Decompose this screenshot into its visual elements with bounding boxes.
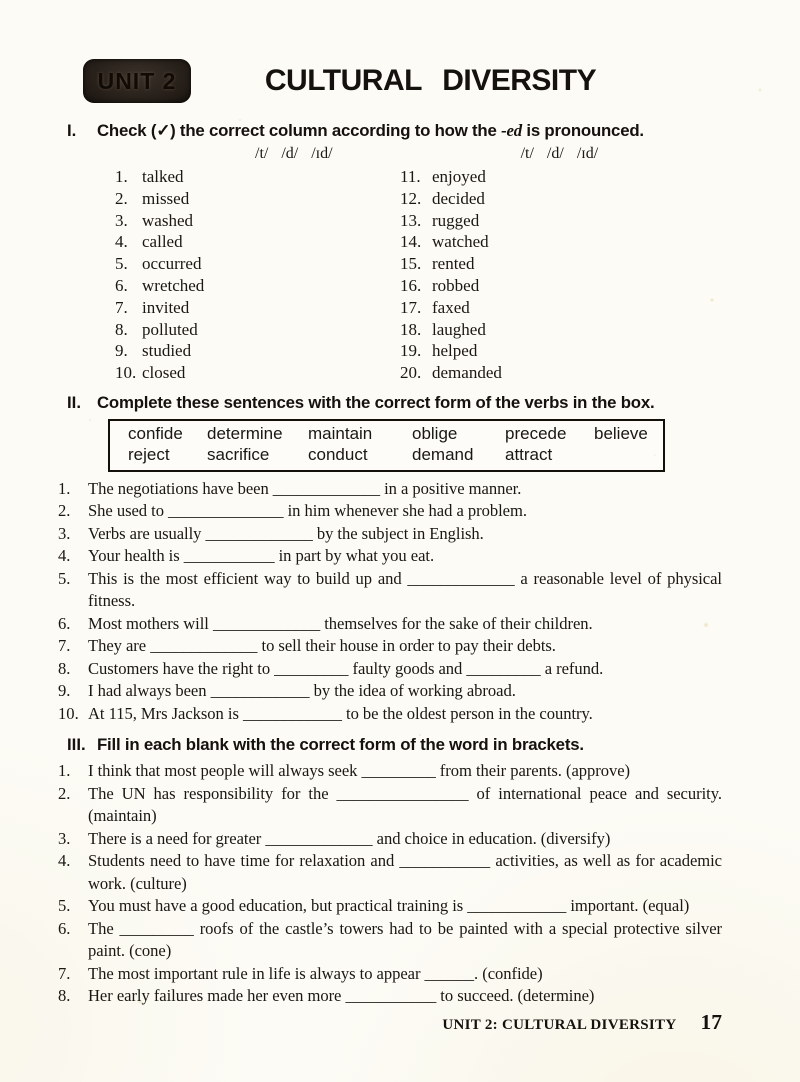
- verb-option: oblige: [412, 423, 458, 443]
- word-item: [115, 166, 400, 188]
- sentence-text: Your health is ___________ in part by what you eat.: [88, 546, 435, 566]
- section1-heading: [60, 121, 722, 140]
- word-text: missed: [142, 188, 190, 208]
- section3-numeral: III.: [67, 735, 86, 755]
- phonetic-symbol: /t/: [255, 145, 269, 162]
- sentence-item: [58, 635, 722, 658]
- word-text: studied: [142, 341, 192, 361]
- word-number: 13.: [400, 210, 422, 230]
- sentence-item: [58, 500, 722, 523]
- footer-unit-label: UNIT 2: CULTURAL DIVERSITY: [442, 1017, 677, 1033]
- word-item: [115, 275, 400, 297]
- verb-option: conduct: [308, 444, 368, 464]
- sentence-number: 3.: [58, 828, 71, 848]
- page-header: [60, 58, 722, 104]
- word-text: invited: [142, 297, 190, 317]
- verb-option: believe: [594, 423, 648, 443]
- page-number: 17: [700, 1010, 722, 1034]
- sentence-number: 1.: [58, 761, 71, 781]
- sentence-item: [58, 613, 722, 636]
- sentence-number: 1.: [58, 478, 71, 498]
- sentence-item: [58, 478, 722, 501]
- word-item: [115, 362, 400, 384]
- word-text: called: [142, 232, 183, 252]
- sentence-item: [58, 545, 722, 568]
- sentence-text: I think that most people will always seek _________ from their parents. (approve): [88, 761, 631, 781]
- verb-option: reject: [128, 444, 170, 464]
- word-number: 8.: [115, 319, 128, 339]
- sentence-number: 4.: [58, 851, 71, 871]
- word-number: 4.: [115, 232, 128, 252]
- word-text: rugged: [432, 210, 480, 230]
- word-text: watched: [432, 232, 489, 252]
- word-item: [400, 210, 502, 232]
- heading-text-suffix: is pronounced.: [521, 121, 644, 140]
- sentence-number: 5.: [58, 896, 71, 916]
- section3-sentences: [58, 760, 722, 1008]
- word-text: occurred: [142, 254, 202, 274]
- word-number: 7.: [115, 297, 128, 317]
- sentence-item: [58, 828, 722, 851]
- word-number: 14.: [400, 232, 422, 252]
- word-number: 11.: [400, 167, 421, 186]
- phonetic-headers-right: [521, 145, 599, 163]
- sentence-item: [58, 985, 722, 1008]
- word-number: 5.: [115, 254, 128, 274]
- sentence-text: The _________ roofs of the castle’s towers had to be painted with a special protective silver paint. (cone): [88, 918, 722, 961]
- verb-option: demand: [412, 444, 474, 464]
- page-title: CULTURAL DIVERSITY: [264, 64, 597, 97]
- word-item: [400, 297, 502, 319]
- word-number: 16.: [400, 275, 422, 295]
- word-text: rented: [432, 254, 475, 274]
- section3-heading-text: Fill in each blank with the correct form of the word in brackets.: [97, 735, 584, 755]
- word-number: 10.: [115, 363, 137, 383]
- sentence-number: 2.: [58, 783, 71, 803]
- sentence-text: This is the most efficient way to build up and _____________ a reasonable level of physical fitness.: [88, 568, 722, 611]
- word-item: [400, 253, 502, 275]
- word-text: washed: [142, 210, 193, 230]
- sentence-item: [58, 963, 722, 986]
- word-number: 1.: [115, 167, 128, 186]
- section-pronunciation: [60, 121, 722, 384]
- verb-option: precede: [505, 423, 567, 443]
- word-number: 9.: [115, 341, 128, 361]
- sentence-number: 3.: [58, 523, 71, 543]
- section2-heading-text: Complete these sentences with the correct form of the verbs in the box.: [97, 392, 655, 412]
- word-text: helped: [432, 341, 478, 361]
- verb-box-row-1: [128, 423, 663, 444]
- word-text: enjoyed: [432, 167, 486, 186]
- sentence-item: [58, 680, 722, 703]
- word-text: closed: [142, 363, 186, 383]
- sentence-item: [58, 783, 722, 828]
- word-item: [115, 210, 400, 232]
- sentence-text: There is a need for greater _____________ and choice in education. (diversify): [88, 828, 611, 848]
- sentence-item: [58, 918, 722, 963]
- word-text: wretched: [142, 275, 205, 295]
- sentence-number: 7.: [58, 636, 71, 656]
- phonetic-symbol: /ɪd/: [576, 145, 599, 162]
- sentence-text: They are _____________ to sell their house in order to pay their debts.: [88, 636, 556, 656]
- verb-option: confide: [128, 423, 183, 443]
- sentence-number: 10.: [58, 703, 79, 723]
- word-text: faxed: [432, 297, 470, 317]
- verb-option: maintain: [308, 423, 373, 443]
- word-item: [400, 275, 502, 297]
- section2-numeral: II.: [67, 392, 81, 412]
- unit-badge: [83, 59, 191, 103]
- word-number: 19.: [400, 341, 422, 361]
- sentence-item: [58, 523, 722, 546]
- word-item: [115, 253, 400, 275]
- sentence-text: Most mothers will _____________ themselves for the sake of their children.: [88, 613, 593, 633]
- sentence-text: Students need to have time for relaxation and ___________ activities, as well as for academic work. (culture): [88, 851, 722, 893]
- verb-option: attract: [505, 444, 553, 464]
- word-text: decided: [432, 188, 485, 208]
- word-item: [400, 340, 502, 362]
- word-number: 2.: [115, 188, 128, 208]
- section-verb-forms: [60, 393, 722, 726]
- sentence-item: [58, 850, 722, 895]
- word-item: [400, 231, 502, 253]
- verb-option: sacrifice: [207, 444, 270, 464]
- word-item: [115, 297, 400, 319]
- sentence-text: The negotiations have been _____________ in a positive manner.: [88, 478, 522, 498]
- word-item: [115, 188, 400, 210]
- sentence-number: 6.: [58, 613, 71, 633]
- word-number: 3.: [115, 210, 128, 230]
- word-list-left: [115, 166, 400, 384]
- sentence-number: 4.: [58, 546, 71, 566]
- word-text: demanded: [432, 363, 502, 383]
- word-number: 12.: [400, 188, 422, 208]
- sentence-item: [58, 760, 722, 783]
- section-word-forms: [60, 735, 722, 1008]
- sentence-number: 6.: [58, 918, 71, 938]
- sentence-number: 5.: [58, 568, 71, 588]
- sentence-text: I had always been ____________ by the idea of working abroad.: [88, 681, 516, 701]
- word-text: talked: [142, 167, 184, 186]
- word-lists: [60, 166, 722, 384]
- verb-box-row-2: [128, 444, 663, 465]
- sentence-text: Her early failures made her even more ___________ to succeed. (determine): [88, 986, 595, 1006]
- phonetic-symbol: /d/: [546, 145, 564, 162]
- word-text: robbed: [432, 275, 480, 295]
- sentence-text: Verbs are usually _____________ by the subject in English.: [88, 523, 484, 543]
- page-footer: [442, 1010, 722, 1035]
- sentence-number: 9.: [58, 681, 71, 701]
- word-item: [400, 188, 502, 210]
- sentence-number: 2.: [58, 501, 71, 521]
- section3-heading: [60, 735, 722, 754]
- section1-numeral: I.: [67, 121, 77, 140]
- section2-sentences: [58, 478, 722, 726]
- phonetic-symbol: /d/: [281, 145, 299, 162]
- sentence-number: 8.: [58, 658, 71, 678]
- section2-heading: [60, 393, 722, 412]
- word-text: polluted: [142, 319, 198, 339]
- section1-heading-text: [97, 121, 722, 140]
- sentence-text: The UN has responsibility for the ________________ of international peace and security. (maintain): [88, 783, 722, 826]
- sentence-item: [58, 568, 722, 613]
- sentence-text: You must have a good education, but practical training is ____________ important. (equal): [88, 896, 690, 916]
- sentence-text: The most important rule in life is always to appear ______. (confide): [88, 963, 543, 983]
- phonetic-symbol: /ɪd/: [311, 145, 333, 162]
- word-item: [115, 231, 400, 253]
- word-number: 15.: [400, 254, 422, 274]
- verb-box: [108, 419, 665, 472]
- word-item: [400, 362, 502, 384]
- unit-badge-label: UNIT 2: [97, 67, 177, 94]
- verb-option: determine: [207, 423, 283, 443]
- phonetic-header-row: [60, 145, 722, 163]
- phonetic-symbol: /t/: [520, 145, 534, 162]
- sentence-number: 8.: [58, 986, 71, 1006]
- word-item: [400, 319, 502, 341]
- word-item: [115, 319, 400, 341]
- word-number: 17.: [400, 297, 422, 317]
- word-item: [115, 340, 400, 362]
- sentence-item: [58, 658, 722, 681]
- heading-text-prefix: Check (✓) the correct column according to how the: [97, 121, 502, 140]
- word-text: laughed: [432, 319, 486, 339]
- sentence-text: Customers have the right to _________ faulty goods and _________ a refund.: [88, 658, 604, 678]
- word-list-right: [400, 166, 502, 384]
- sentence-item: [58, 703, 722, 726]
- heading-ed-suffix: -ed: [501, 121, 522, 140]
- word-number: 20.: [400, 363, 422, 383]
- sentence-item: [58, 895, 722, 918]
- word-number: 6.: [115, 275, 128, 295]
- word-item: [400, 166, 502, 188]
- sentence-text: At 115, Mrs Jackson is ____________ to be the oldest person in the country.: [88, 703, 593, 723]
- sentence-text: She used to ______________ in him whenever she had a problem.: [88, 501, 527, 521]
- word-number: 18.: [400, 319, 422, 339]
- phonetic-headers-left: [255, 145, 333, 163]
- sentence-number: 7.: [58, 963, 71, 983]
